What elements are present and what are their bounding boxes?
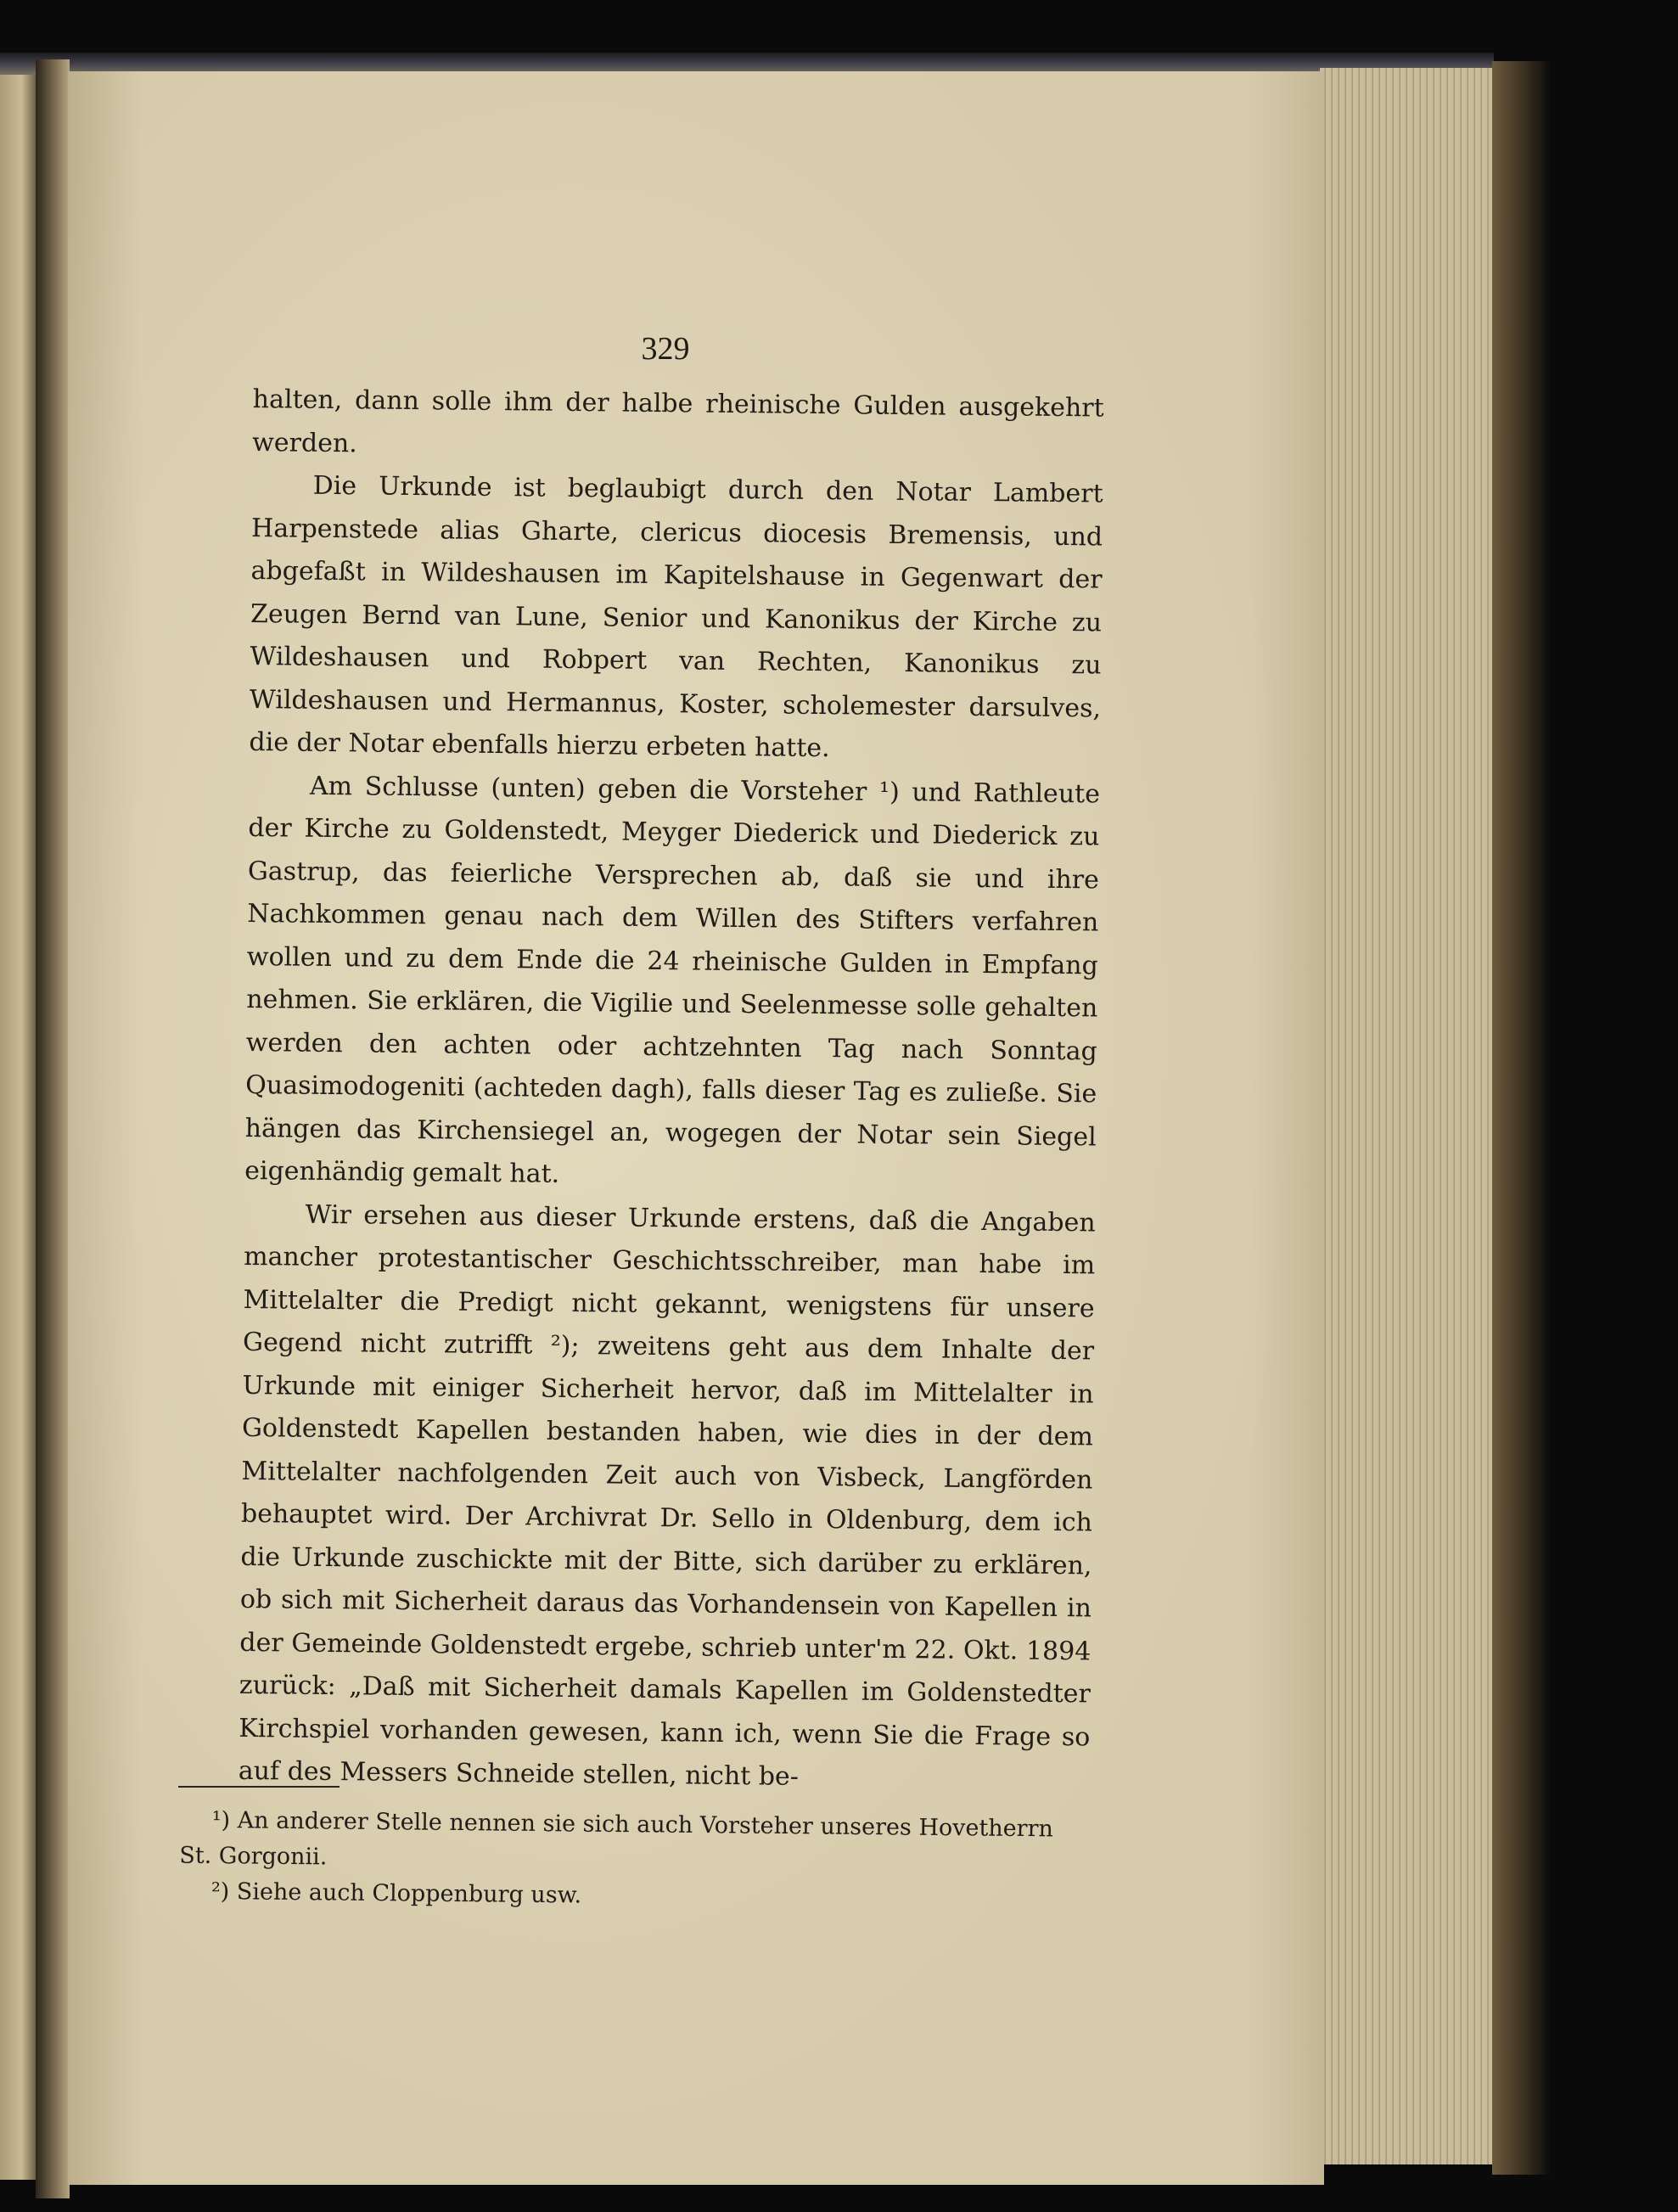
paragraph-3: Am Schlusse (unten) geben die Vorsteher ¹) und Rathleute der Kirche zu Goldenstedt, Meyger Diederick und Diederick zu Gastrup, das feierliche Versprechen ab, daß sie und ihre Nachkommen genau nach dem Willen des Stifters verfahren wollen und zu dem Ende die 24 rheinische Gulden in Empfang nehmen. Sie erklären, die Vigilie und Seelenmesse solle gehalten werden den achten oder achtzehnten Tag nach Sonntag Quasimodogeniti (achteden dagh), falls dieser Tag es zuließe. Sie hängen das Kirchensiegel an, wogegen der Notar sein Siegel eigenhändig gemalt hat. [244, 771, 1101, 1189]
paragraph-1: halten, dann solle ihm der halbe rheinische Gulden ausgekehrt werden. [252, 384, 1104, 458]
paragraph-4: Wir ersehen aus dieser Urkunde erstens, daß die Angaben mancher protestantischer Geschichtsschreiber, man habe im Mittelalter die Predigt nicht gekannt, wenigstens für unsere Gegend nicht zutrifft ²); zweitens geht aus dem Inhalte der Urkunde mit einiger Sicherheit hervor, daß im Mittelalter in Goldenstedt Kapellen bestanden haben, wie dies in der dem Mittelalter nachfolgenden Zeit auch von Visbeck, Langförden behauptet wird. Der Archivrat Dr. Sello in Oldenburg, dem ich die Urkunde zuschickte mit der Bitte, sich darüber zu erklären, ob sich mit Sicherheit daraus das Vorhandensein von Kapellen in der Gemeinde Goldenstedt ergebe, schrieb unter'm 22. Okt. 1894 zurück: „Daß mit Sicherheit damals Kapellen im Goldenstedter Kirchspiel vorhanden gewesen, kann ich, wenn Sie die Frage so auf des Messers Schneide stellen, nicht be- [238, 1199, 1096, 1792]
footnotes [179, 1803, 1078, 1919]
paragraph-2: Die Urkunde ist beglaubigt durch den Notar Lambert Harpenstede alias Gharte, clericus diocesis Bremensis, und abgefaßt in Wildeshausen im Kapitelshause in Gegenwart der Zeugen Bernd van Lune, Senior und Kanonikus der Kirche zu Wildeshausen und Robpert van Rechten, Kanonikus zu Wildeshausen und Hermannus, Koster, scholemester darsulves, die der Notar ebenfalls hierzu erbeten hatte. [249, 470, 1103, 764]
footnote-2: ²) Siehe auch Cloppenburg usw. [210, 1878, 582, 1909]
footnote-1-continuation: St. Gorgonii. [179, 1842, 328, 1871]
page-number: 329 [641, 331, 690, 367]
book-gutter [36, 59, 70, 2198]
cover-edge [1492, 61, 1552, 2175]
footnote-divider [178, 1786, 340, 1788]
facing-page-edge [0, 75, 36, 2180]
footnote-1: ¹) An anderer Stelle nennen sie sich auch Vorsteher unseres Hovetherrn [211, 1806, 1054, 1843]
book-page [68, 71, 1324, 2185]
page-stack-edges [1320, 68, 1494, 2164]
body-text [239, 379, 1104, 1802]
